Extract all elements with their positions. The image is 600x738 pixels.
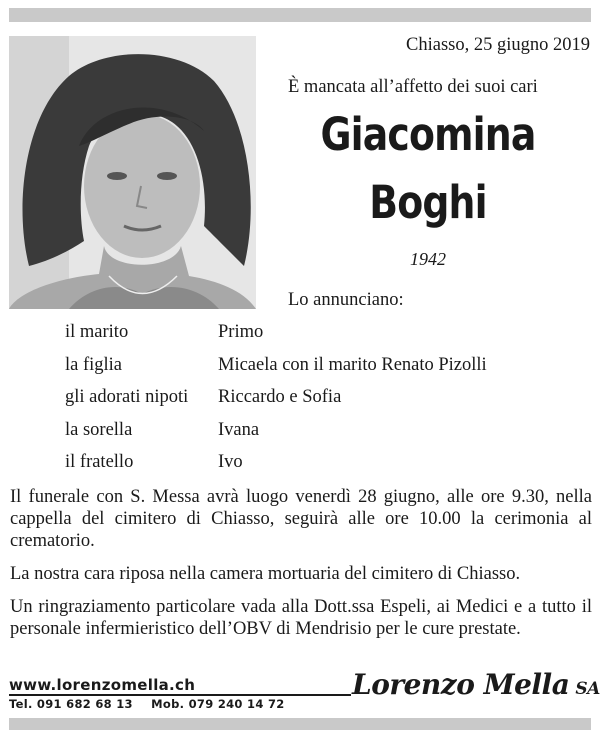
family-row xyxy=(65,387,595,420)
logo-suffix: SA xyxy=(575,679,600,699)
family-relation: la figlia xyxy=(65,354,123,375)
notice-date: Chiasso, 25 giugno 2019 xyxy=(406,35,590,55)
portrait-photo xyxy=(9,36,256,309)
funeral-home-logo xyxy=(352,668,600,701)
family-relation: il fratello xyxy=(65,452,134,472)
announce-label: Lo annunciano: xyxy=(288,290,404,310)
family-relation: il marito xyxy=(65,322,129,342)
telephone-number: Tel. 091 682 68 13 xyxy=(9,697,133,711)
birth-year: 1942 xyxy=(410,249,446,269)
deceased-first-name: Giacomina xyxy=(320,108,536,161)
family-relation: la sorella xyxy=(65,419,133,440)
family-row xyxy=(65,322,595,355)
family-row xyxy=(65,420,595,453)
mobile-number: Mob. 079 240 14 72 xyxy=(151,697,285,711)
family-names: Ivo xyxy=(218,452,243,472)
footer-contacts xyxy=(9,697,299,711)
notice-intro: È mancata all’affetto dei suoi cari xyxy=(288,77,538,97)
thanks-paragraph: Un ringraziamento particolare vada alla Dott.ssa Espeli, ai Medici e a tutto il personale infermieristico dell’OBV di Mendrisio per le cure prestate. xyxy=(10,597,592,639)
rest-paragraph: La nostra cara riposa nella camera mortuaria del cimitero di Chiasso. xyxy=(10,564,521,584)
family-names: Micaela con il marito Renato Pizolli xyxy=(218,354,487,375)
bottom-border-bar xyxy=(9,718,591,730)
footer-divider xyxy=(9,694,351,696)
family-names: Ivana xyxy=(218,419,260,440)
family-row xyxy=(65,452,595,485)
logo-name: Lorenzo Mella xyxy=(352,668,570,701)
family-names: Riccardo e Sofia xyxy=(218,387,342,407)
website-link[interactable]: www.lorenzomella.ch xyxy=(9,676,196,694)
deceased-last-name: Boghi xyxy=(369,176,487,229)
funeral-paragraph: Il funerale con S. Messa avrà luogo venerdì 28 giugno, alle ore 9.30, nella cappella del cimitero di Chiasso, seguirà alle ore 10.00 la cerimonia al crematorio. xyxy=(10,487,592,551)
family-names: Primo xyxy=(218,322,264,342)
top-border-bar xyxy=(9,8,591,22)
family-list xyxy=(65,322,595,485)
family-row xyxy=(65,355,595,388)
footer-website[interactable] xyxy=(9,676,195,695)
family-relation: gli adorati nipoti xyxy=(65,387,189,407)
